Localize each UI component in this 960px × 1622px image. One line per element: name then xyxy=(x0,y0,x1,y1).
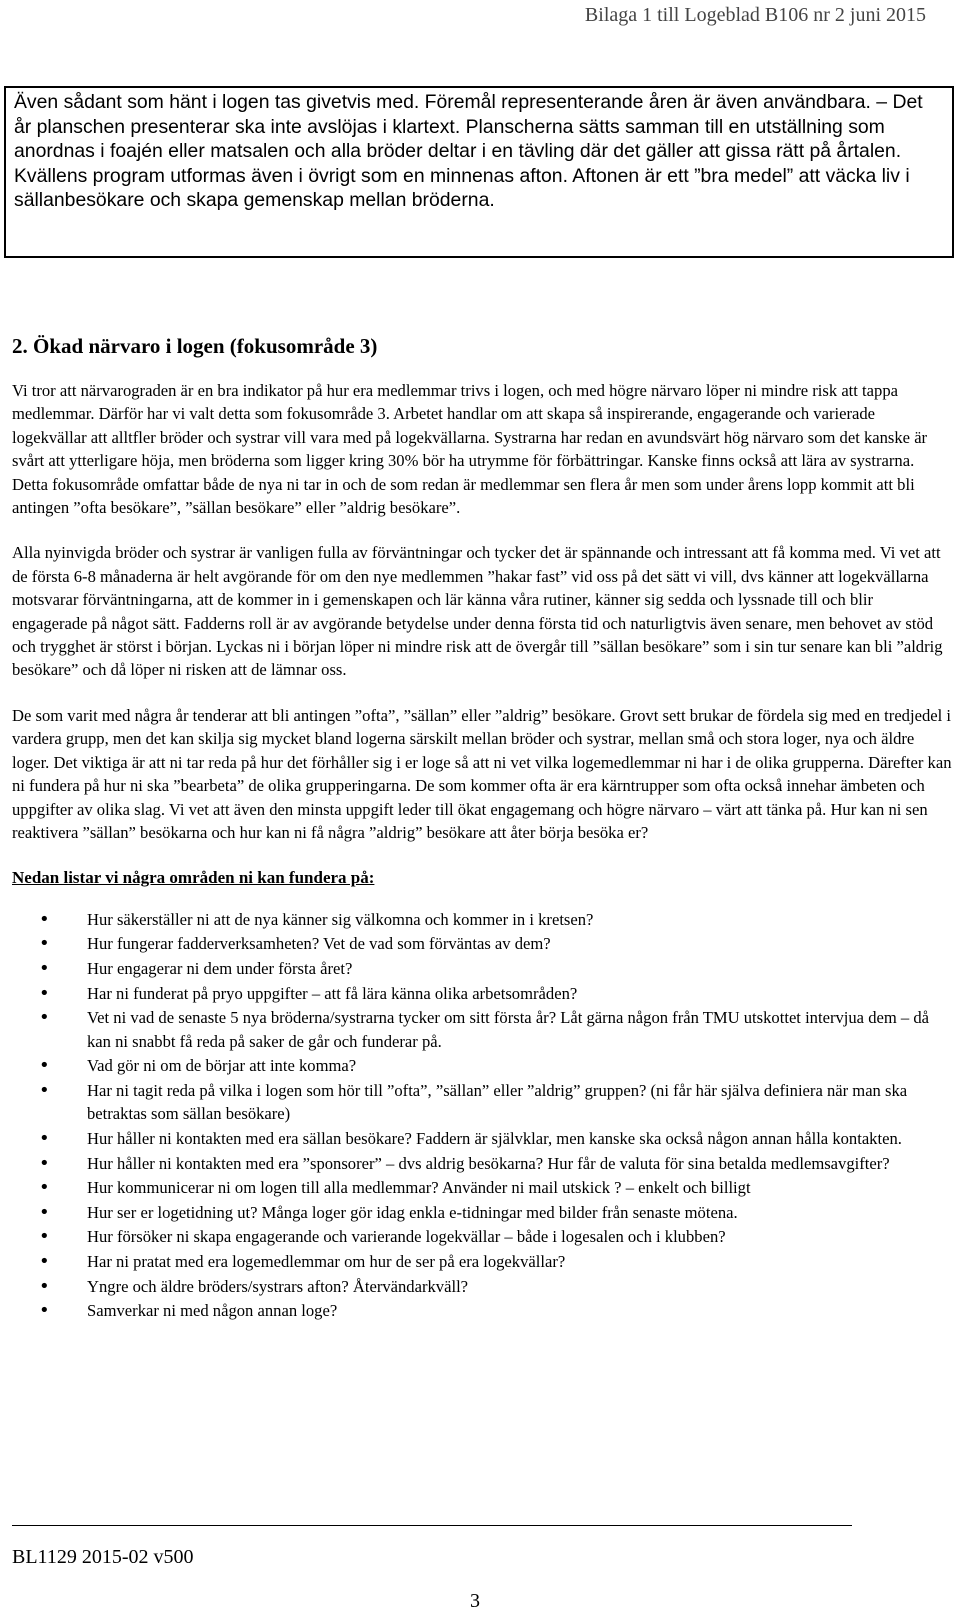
body-paragraph-2: Alla nyinvigda bröder och systrar är vanligen fulla av förväntningar och tycker det är spännande och intressant att få komma med. Vi vet att de första 6-8 månaderna är helt avgörande för om den nye medlemmen ”hakar fast” vid oss på det sätt vi vill, dvs känner att logekvällarna motsvarar förväntningarna, att de kommer in i gemenskapen och lär känna våra rutiner, känner sig sedda och lyssnade till och blir engagerade på något sätt. Fadderns roll är av avgörande betydelse under denna första tid och naturligtvis även senare, men behovet av stöd och trygghet är störst i början. Lyckas ni i början löper ni mindre risk att de övergår till ”sällan besökare” som i sin tur senare kan bli ”aldrig besökare” och då löper ni risken att de lämnar oss. xyxy=(12,543,943,680)
list-item: • Har ni pratat med era logemedlemmar om hur de ser på era logekvällar? xyxy=(12,1250,952,1274)
section-title: 2. Ökad närvaro i logen (fokusområde 3) xyxy=(12,334,378,358)
list-item: • Har ni tagit reda på vilka i logen som hör till ”ofta”, ”sällan” eller ”aldrig” gruppen? (ni får här själva definiera när man ska betraktas som sällan besökare) xyxy=(12,1079,952,1126)
focus-areas-list xyxy=(12,908,952,1323)
page-number: 3 xyxy=(470,1590,480,1612)
list-item: • Yngre och äldre bröders/systrars afton? Återvändarkväll? xyxy=(12,1275,952,1299)
document-header: Bilaga 1 till Logeblad B106 nr 2 juni 2015 xyxy=(584,4,926,26)
list-item: • Hur säkerställer ni att de nya känner sig välkomna och kommer in i kretsen? xyxy=(12,908,952,932)
list-item: • Vad gör ni om de börjar att inte komma? xyxy=(12,1054,952,1078)
boxed-text-frame xyxy=(4,86,954,258)
list-item: • Samverkar ni med någon annan loge? xyxy=(12,1299,952,1323)
list-item: • Har ni funderat på pryo uppgifter – att få lära känna olika arbetsområden? xyxy=(12,982,952,1006)
list-item: • Hur håller ni kontakten med era ”sponsorer” – dvs aldrig besökarna? Hur får de valuta för sina betalda medlemsavgifter? xyxy=(12,1152,952,1176)
list-item: • Hur kommunicerar ni om logen till alla medlemmar? Använder ni mail utskick ? – enkelt och billigt xyxy=(12,1176,952,1200)
list-heading: Nedan listar vi några områden ni kan fundera på: xyxy=(12,868,375,888)
body-paragraph-1: Vi tror att närvarograden är en bra indikator på hur era medlemmar trivs i logen, och med högre närvaro löper ni mindre risk att tappa medlemmar. Därför har vi valt detta som fokusområde 3. Arbetet handlar om att skapa så inspirerande, engagerande och varierade logekvällar att alltfler bröder och systrar vill vara med på logekvällarna. Systrarna har redan en avundsvärt hög närvaro som det kanske är svårt att ytterligare höja, men bröderna som ligger kring 30% bör ha utrymme för förbättringar. Kanske finns också att lära av systrarna. Detta fokusområde omfattar både de nya ni tar in och de som redan är medlemmar sen flera år men som under årens lopp kommit att bli antingen ”ofta besökare”, ”sällan besökare” eller ”aldrig besökare”. xyxy=(12,381,928,518)
boxed-paragraph: Även sådant som hänt i logen tas givetvis med. Föremål representerande åren är även användbara. – Det år planschen presenterar ska inte avslöjas i klartext. Planscherna sätts samman till en utställning som anordnas i foajén eller matsalen och alla bröder deltar i en tävling där det gäller att gissa rätt på årtalen. Kvällens program utformas även i övrigt som en minnenas afton. Aftonen är ett ”bra medel” att väcka liv i sällanbesökare och skapa gemenskap mellan bröderna. xyxy=(14,91,923,212)
list-item: • Hur fungerar fadderverksamheten? Vet de vad som förväntas av dem? xyxy=(12,932,952,956)
footer-divider xyxy=(12,1525,852,1526)
list-item: • Hur engagerar ni dem under första året? xyxy=(12,957,952,981)
footer-document-code: BL1129 2015-02 v500 xyxy=(12,1546,194,1568)
list-item: • Hur ser er logetidning ut? Många loger gör idag enkla e-tidningar med bilder från senaste mötena. xyxy=(12,1201,952,1225)
section-content xyxy=(12,334,952,1324)
list-item: • Hur håller ni kontakten med era sällan besökare? Faddern är självklar, men kanske ska också någon annan hålla kontakten. xyxy=(12,1127,952,1151)
body-paragraph-3: De som varit med några år tenderar att bli antingen ”ofta”, ”sällan” eller ”aldrig” besökare. Grovt sett brukar de fördela sig med en tredjedel i vardera grupp, men det kan skilja sig mycket bland logerna särskilt mellan bröder och systrar, mellan små och stora loger, nya och äldre loger. Det viktiga är att ni tar reda på hur det förhåller sig i er loge så att ni vet vilka logemedlemmar ni har i de olika grupperna. Därefter kan ni fundera på hur ni ska ”bearbeta” de olika grupperingarna. De som kommer ofta är era kärntrupper som ofta också innehar ämbeten och uppgifter av olika slag. Vi vet att även den minsta uppgift leder till ökat engagemang och högre närvaro – värt att tänka på. Hur kan ni sen reaktivera ”sällan” besökarna och hur kan ni få några ”aldrig” besökare att åter börja besöka er? xyxy=(12,705,952,842)
list-item: • Hur försöker ni skapa engagerande och varierande logekvällar – både i logesalen och i klubben? xyxy=(12,1225,952,1249)
list-item: • Vet ni vad de senaste 5 nya bröderna/systrarna tycker om sitt första år? Låt gärna någon från TMU utskottet intervjua dem – då kan ni snabbt få reda på saker de går och funderar på. xyxy=(12,1006,952,1053)
